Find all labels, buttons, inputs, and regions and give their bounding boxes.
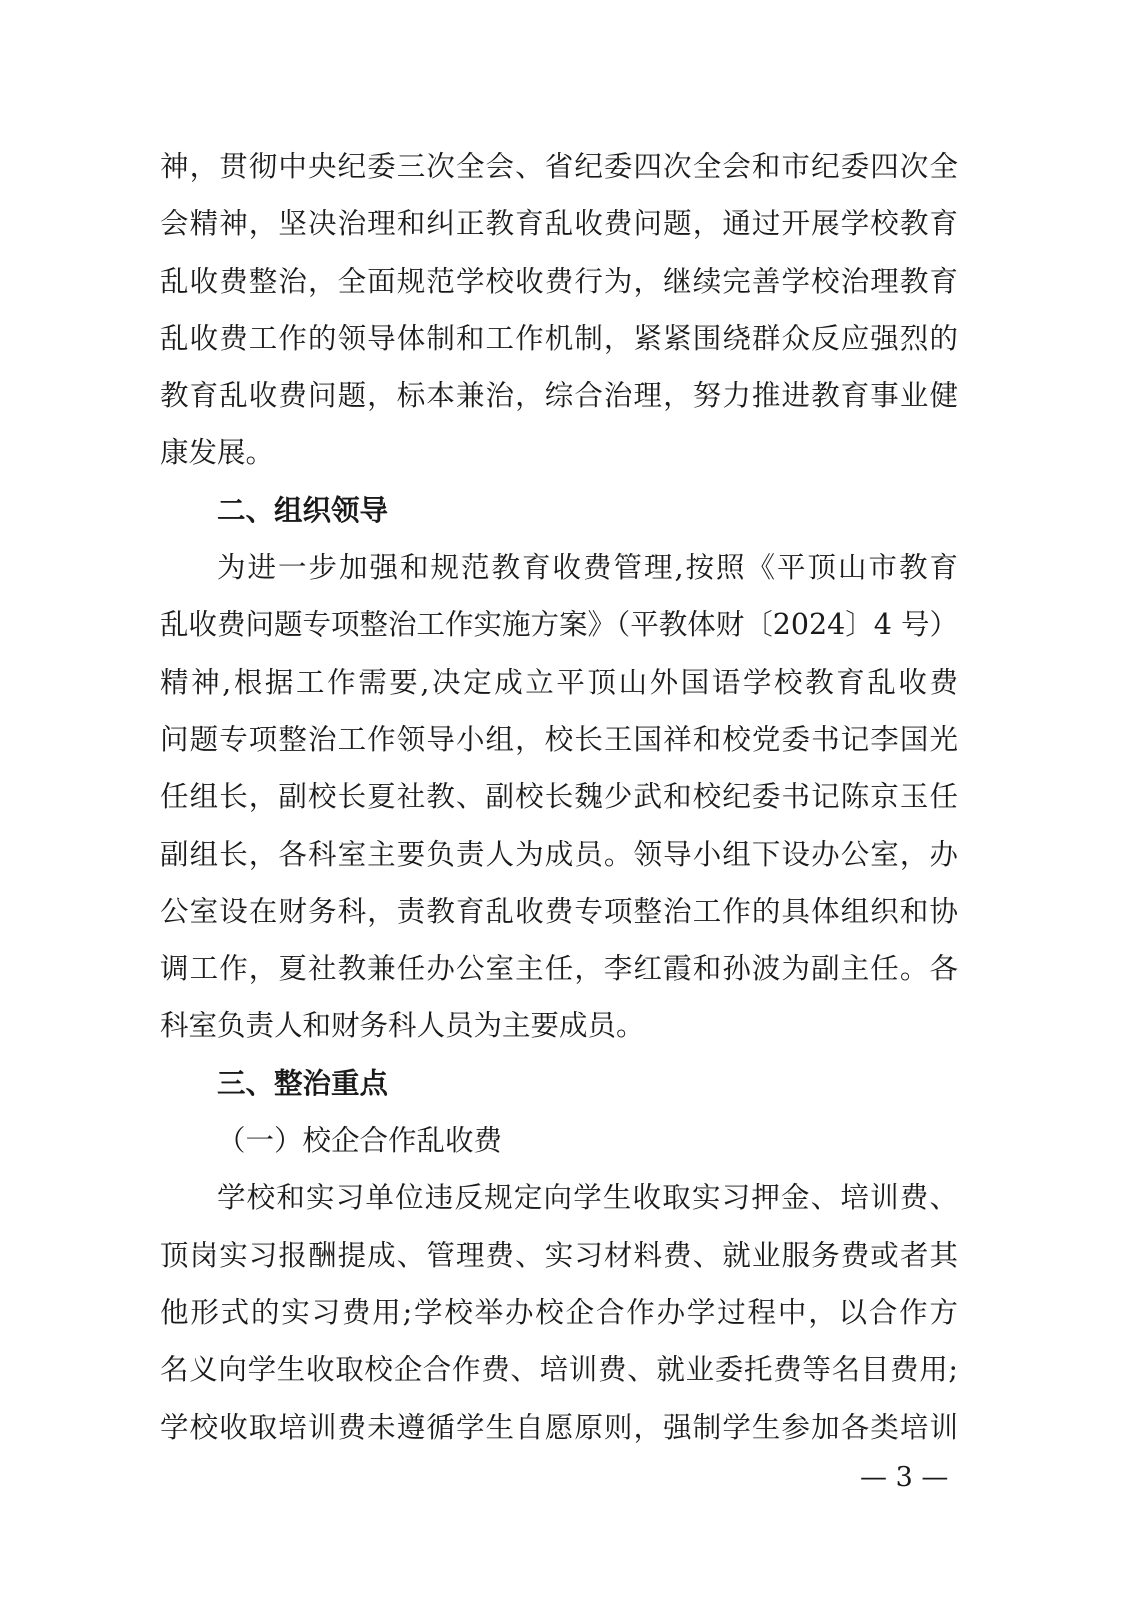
- paragraph-line: 学校和实习单位违反规定向学生收取实习押金、培训费、: [217, 1181, 958, 1215]
- paragraph-line: 学校收取培训费未遵循学生自愿原则，强制学生参加各类培训: [160, 1410, 958, 1444]
- paragraph-line: 教育乱收费问题，标本兼治，综合治理，努力推进教育事业健: [160, 379, 958, 413]
- paragraph-line: 调工作，夏社教兼任办公室主任，李红霞和孙波为副主任。各: [160, 952, 958, 986]
- paragraph-line: 会精神，坚决治理和纠正教育乱收费问题，通过开展学校教育: [160, 207, 958, 241]
- paragraph-line: 顶岗实习报酬提成、管理费、实习材料费、就业服务费或者其: [160, 1238, 958, 1272]
- paragraph-line: 任组长，副校长夏社教、副校长魏少武和校纪委书记陈京玉任: [160, 780, 958, 814]
- subsection-heading-school-enterprise: （一）校企合作乱收费: [217, 1124, 503, 1158]
- paragraph-line: 科室负责人和财务科人员为主要成员。: [160, 1009, 645, 1043]
- paragraph-line: 精神,根据工作需要,决定成立平顶山外国语学校教育乱收费: [160, 665, 958, 699]
- page-number: — 3 —: [860, 1462, 949, 1493]
- paragraph-line: 乱收费问题专项整治工作实施方案》（平教体财〔2024〕4 号）: [160, 608, 958, 642]
- paragraph-line: 公室设在财务科，责教育乱收费专项整治工作的具体组织和协: [160, 894, 958, 928]
- section-heading-organization: 二、组织领导: [217, 493, 389, 527]
- document-body: [160, 138, 958, 1456]
- paragraph-line: 为进一步加强和规范教育收费管理,按照《平顶山市教育: [217, 551, 958, 585]
- paragraph-line: 神，贯彻中央纪委三次全会、省纪委四次全会和市纪委四次全: [160, 150, 958, 183]
- paragraph-line: 名义向学生收取校企合作费、培训费、就业委托费等名目费用;: [160, 1353, 958, 1387]
- paragraph-line: 他形式的实习费用;学校举办校企合作办学过程中，以合作方: [160, 1295, 958, 1329]
- section-heading-key-areas: 三、整治重点: [217, 1066, 389, 1100]
- paragraph-line: 乱收费整治，全面规范学校收费行为，继续完善学校治理教育: [160, 264, 958, 298]
- paragraph-line: 康发展。: [160, 436, 275, 470]
- paragraph-line: 乱收费工作的领导体制和工作机制，紧紧围绕群众反应强烈的: [160, 321, 958, 355]
- paragraph-line: 副组长，各科室主要负责人为成员。领导小组下设办公室，办: [160, 837, 958, 871]
- paragraph-line: 问题专项整治工作领导小组，校长王国祥和校党委书记李国光: [160, 722, 958, 756]
